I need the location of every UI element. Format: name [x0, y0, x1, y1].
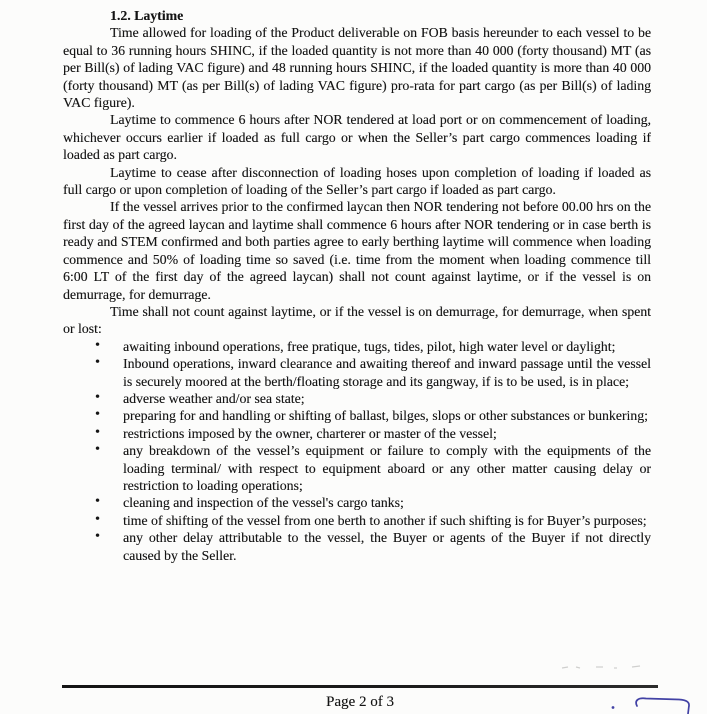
bullet-icon: •: [95, 511, 100, 527]
list-item: [63, 529, 651, 564]
list-item-text: preparing for and handling or shifting of ballast, bilges, slops or other substances or bunkering;: [123, 408, 648, 424]
bullet-icon: •: [95, 389, 100, 405]
bullet-icon: •: [95, 442, 100, 458]
paragraph-early-arrival: If the vessel arrives prior to the confirmed laycan then NOR tendering not before 00.00 hrs on the first day of the agreed laycan and laytime shall commence 6 hours after NOR tendering or in case berth is ready and STEM confirmed and both parties agree to early berthing laytime will commence when loading commence and 50% of loading time so saved (i.e. time from the moment when loading commence till 6:00 LT of the first day of the agreed laycan) shall not count against laytime, or if the vessel is on demurrage, for demurrage.: [63, 199, 651, 302]
paragraph-laytime-cease: Laytime to cease after disconnection of loading hoses upon completion of loading if loaded as full cargo or upon completion of loading of the Seller’s part cargo if loaded as part cargo.: [63, 164, 651, 198]
footer-divider: [62, 685, 658, 688]
list-item: [63, 442, 651, 494]
list-item-text: time of shifting of the vessel from one berth to another if such shifting is for Buyer’s purposes;: [123, 512, 647, 528]
list-item: [63, 355, 651, 390]
list-item-text: Inbound operations, inward clearance and awaiting thereof and inward passage until the vessel is securely moored at the berth/floating storage and its gangway, if is to be used, is in place;: [123, 356, 651, 389]
paragraph-exclusions-intro: Time shall not count against laytime, or if the vessel is on demurrage, for demurrage, when spent or lost:: [63, 303, 651, 337]
bullet-icon: •: [95, 355, 100, 371]
bullet-icon: •: [95, 494, 100, 510]
list-item: [63, 390, 651, 407]
exclusions-list: [63, 338, 651, 564]
list-item: [63, 512, 651, 529]
list-item: [63, 338, 651, 355]
paragraph-laytime-commence: Laytime to commence 6 hours after NOR tendered at load port or on commencement of loading, whichever occurs earlier if loaded as full cargo or when the Seller’s part cargo commences loading if loaded as part cargo.: [63, 112, 651, 163]
document-body: [63, 7, 651, 564]
bullet-icon: •: [95, 424, 100, 440]
list-item-text: awaiting inbound operations, free pratique, tugs, tides, pilot, high water level or daylight;: [123, 338, 616, 354]
page-footer: [62, 692, 658, 712]
bullet-icon: •: [95, 337, 100, 353]
list-item-text: any breakdown of the vessel’s equipment or failure to comply with the equipments of the loading terminal/ with respect to equipment aboard or any other matter causing delay or restriction to loading operations;: [123, 443, 651, 493]
list-item: [63, 425, 651, 442]
page-number-label: Page 2 of 3: [326, 694, 394, 710]
list-item-text: restrictions imposed by the owner, charterer or master of the vessel;: [123, 425, 497, 441]
list-item-text: any other delay attributable to the vessel, the Buyer or agents of the Buyer if not directly caused by the Seller.: [123, 530, 651, 563]
paragraph-laytime-allowance: Time allowed for loading of the Product deliverable on FOB basis hereunder to each vessel to be equal to 36 running hours SHINC, if the loaded quantity is not more than 40 000 (forty thousand) MT (as per Bill(s) of lading VAC figure) and 48 running hours SHINC, if the loaded quantity is more than 40 000 (forty thousand) MT (as per Bill(s) of lading VAC figure) pro-rata for part cargo (as per Bill(s) of lading VAC figure).: [63, 25, 651, 111]
list-item-text: adverse weather and/or sea state;: [123, 390, 305, 406]
section-heading: 1.2. Laytime: [110, 8, 184, 23]
signature-paraph-ink: [580, 693, 707, 714]
list-item-text: cleaning and inspection of the vessel's cargo tanks;: [123, 495, 404, 511]
faint-pencil-marks: [552, 658, 652, 676]
bullet-icon: •: [95, 529, 100, 545]
bullet-icon: •: [95, 407, 100, 423]
list-item: [63, 494, 651, 511]
list-item: [63, 407, 651, 424]
